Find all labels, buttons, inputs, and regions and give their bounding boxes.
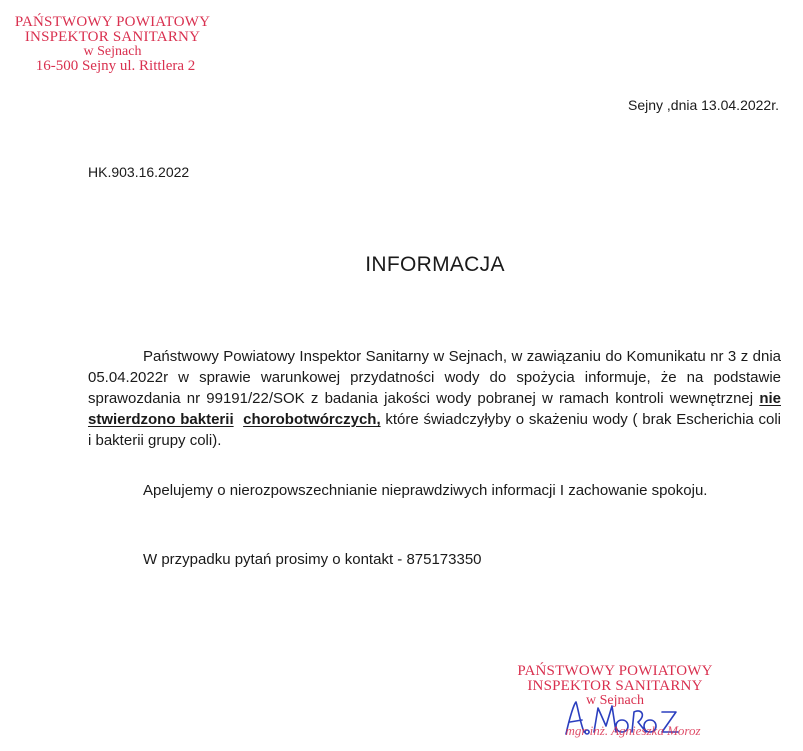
stamp-line-1: PAŃSTWOWY POWIATOWY (517, 663, 713, 679)
main-paragraph (88, 346, 781, 451)
paragraph-text: Państwowy Powiatowy Inspektor Sanitarny w Sejnach, w zawiązaniu do Komunikatu nr 3 z dnia 05.04.2022r w sprawie warunkowej przydatności wody do spożycia informuje, że na podstawie sprawozdania nr 99191/22/SOK z badania jakości wody pobranej w ramach kontroli wewnętrznej (88, 348, 781, 407)
officer-name: mgr inż. Agnieszka Moroz (565, 723, 701, 738)
document-title: INFORMACJA (365, 253, 505, 276)
emphasis-pathogenic: chorobotwórczych, (243, 411, 381, 428)
stamp-line-2: INSPEKTOR SANITARNY (527, 678, 703, 694)
document-date: Sejny ,dnia 13.04.2022r. (627, 97, 779, 113)
stamp-line-4: 16-500 Sejny ul. Rittlera 2 (35, 58, 196, 74)
issuer-stamp-top (0, 15, 225, 74)
contact-paragraph: W przypadku pytań prosimy o kontakt - 875173350 (143, 551, 482, 568)
emphasis-gap (234, 411, 244, 428)
stamp-line-3: w Sejnach (586, 693, 644, 708)
stamp-line-1: PAŃSTWOWY POWIATOWY (14, 14, 211, 30)
paragraph-text-end: które świadczyłyby o skażeniu wody ( brak Escherichia coli i bakterii grupy coli). (88, 411, 781, 449)
appeal-paragraph: Apelujemy o nierozpowszechnianie nieprawdziwych informacji I zachowanie spokoju. (143, 482, 708, 499)
stamp-line-2: INSPEKTOR SANITARNY (24, 29, 201, 45)
reference-number: HK.903.16.2022 (88, 164, 190, 180)
emphasis-no-bacteria: nie stwierdzono bakterii (88, 390, 781, 428)
stamp-line-3: w Sejnach (83, 44, 142, 59)
